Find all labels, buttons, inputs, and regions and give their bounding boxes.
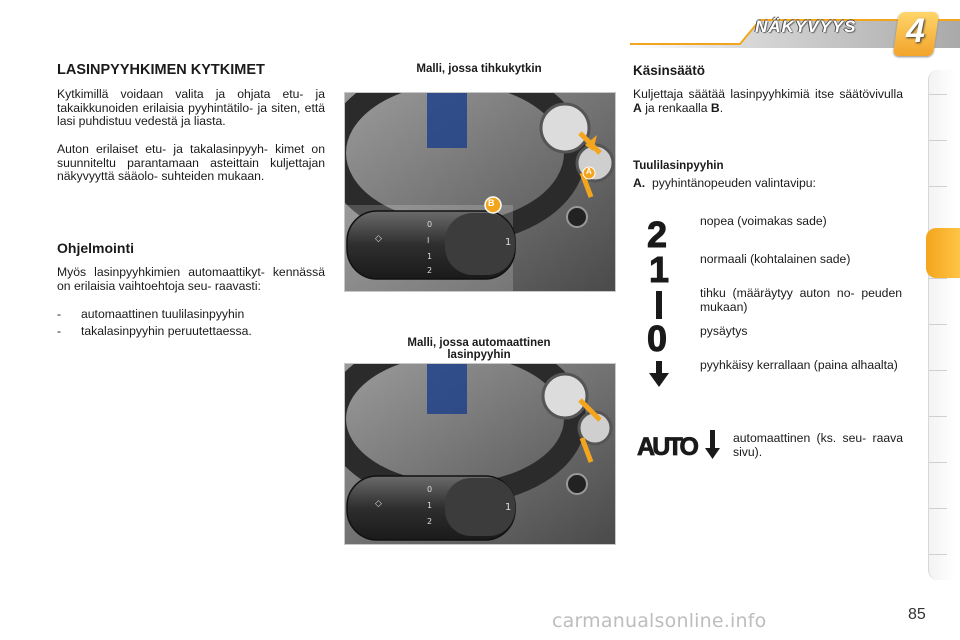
label-a: A [586,167,592,176]
wiper-position-symbols [643,215,679,390]
position-2-text: nopea (voimakas sade) [700,214,827,228]
svg-text:2: 2 [427,266,433,275]
stalk-photo-auto [344,363,616,545]
caption-drizzle-model: Malli, jossa tihkukytkin [416,63,542,75]
svg-text:1: 1 [505,237,512,248]
watermark: carmanualsonline.info [552,610,767,632]
svg-text:I: I [427,236,430,245]
position-1-text: normaali (kohtalainen sade) [700,252,851,266]
svg-text:AUTO: AUTO [637,433,699,461]
svg-text:0: 0 [647,318,668,359]
position-intermittent-text: tihku (määräytyy auton no- peuden mukaan) [700,286,902,314]
intro-paragraph: Kytkimillä voidaan valita ja ohjata etu- ja takaikkunoiden erilaisia pyyhintätilo- ja siten, että lasi puhdistuu vedestä ja liasta. [57,87,325,129]
programming-heading: Ohjelmointi [57,240,134,256]
svg-text:1: 1 [427,501,433,510]
manual-control-paragraph: Kuljettaja säätää lasinpyyhkimiä itse säätövivulla A ja renkaalla B. [633,87,903,115]
svg-text:1: 1 [427,252,433,261]
svg-text:0: 0 [427,220,433,229]
auto-mode-text: automaattinen (ks. seu- raava sivu). [733,431,903,459]
programming-list [57,306,252,340]
page-number: 85 [908,606,926,623]
lever-a-line: A. pyyhintänopeuden valintavipu: [633,176,816,190]
position-single-wipe-text: pyyhkäisy kerrallaan (paina alhaalta) [700,358,898,372]
stalk-photo-drizzle [344,92,616,292]
caption-auto-model: Malli, jossa automaattinen lasinpyyhin [407,337,551,361]
svg-text:0: 0 [427,485,433,494]
label-b: B [488,198,495,208]
svg-text:◇: ◇ [375,234,382,244]
windscreen-wiper-heading: Tuulilasinpyyhin [633,159,724,172]
design-paragraph: Auton erilaiset etu- ja takalasinpyyh- kimet on suunniteltu parantamaan asteittain kuljettajan näkyvyyttä sääolo- suhteiden mukaan. [57,142,325,184]
manual-control-heading: Käsinsäätö [633,63,706,78]
chapter-number: 4 [906,12,925,50]
svg-text:2: 2 [647,215,668,255]
svg-text:◇: ◇ [375,499,382,509]
section-title: LASINPYYHKIMEN KYTKIMET [57,62,265,78]
programming-paragraph: Myös lasinpyyhkimien automaattikyt- kennässä on erilaisia vaihtoehtoja seu- raavasti: [57,265,325,293]
list-item: - takalasinpyyhin peruutettaessa. [57,324,252,338]
chapter-title: NÄKYVYYS [755,17,857,36]
svg-text:1: 1 [505,502,512,513]
svg-text:2: 2 [427,517,433,526]
position-0-text: pysäytys [700,324,748,338]
list-item: - automaattinen tuulilasinpyyhin [57,307,245,321]
active-chapter-tab[interactable] [926,228,960,278]
auto-symbol-icon [636,428,724,462]
chapter-tab-strip [928,70,955,580]
svg-text:1: 1 [649,249,670,290]
